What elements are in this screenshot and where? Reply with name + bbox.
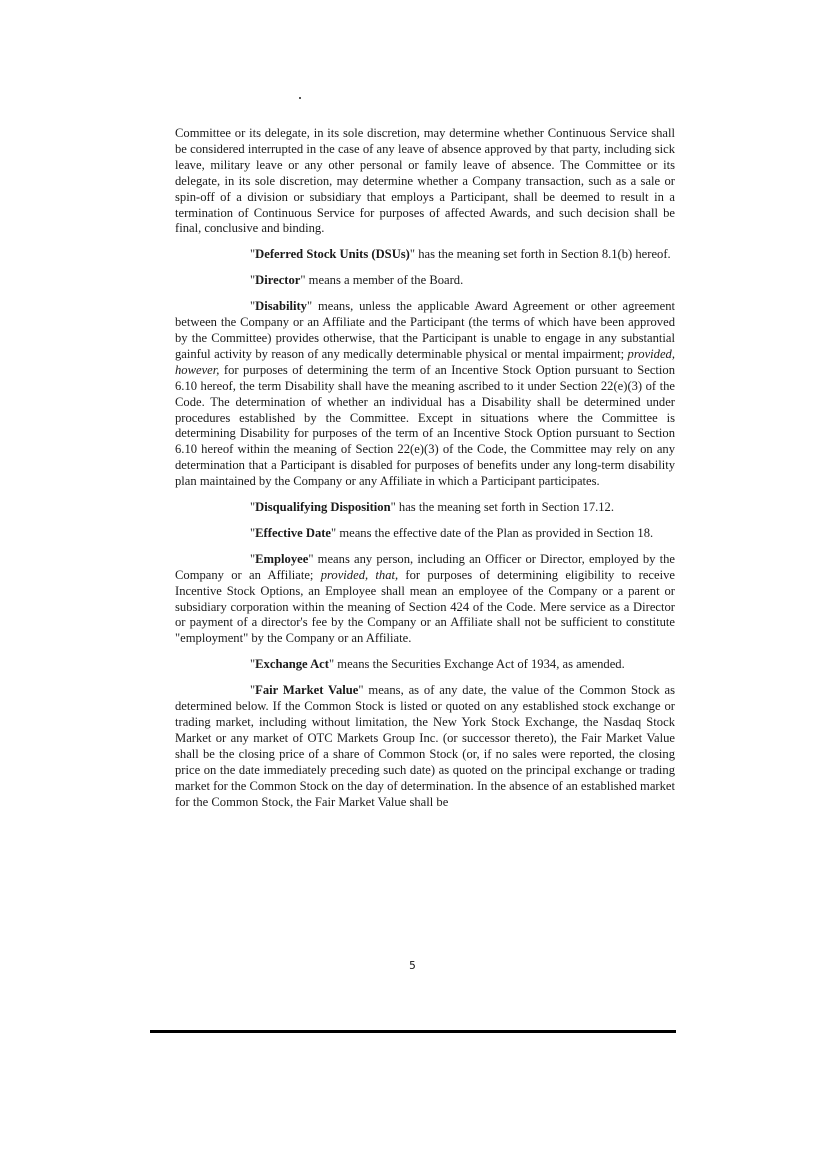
- definition-effective-date: "Effective Date" means the effective date of the Plan as provided in Section 18.: [250, 525, 654, 540]
- definition-fair-market-value: "Fair Market Value" means, as of any date, the value of the Common Stock as determined below. If the Common Stock is listed or quoted on any established stock exchange or trading market, including without limitation, the New York Stock Exchange, the Nasdaq Stock Market or any market of OTC Markets Group Inc. (or successor thereto), the Fair Market Value shall be the closing price of a share of Common Stock (or, if no sales were reported, the closing price on the date immediately preceding such date) as quoted on the principal exchange or trading market for the Common Stock on the day of determination. In the absence of an established market for the Common Stock, the Fair Market Value shall be: [175, 683, 675, 809]
- definition-text: means the effective date of the Plan as provided in Section 18.: [336, 525, 654, 540]
- definition-text: means a member of the Board.: [305, 273, 464, 288]
- definition-text: has the meaning set forth in Section 8.1(b) hereof.: [415, 247, 671, 262]
- definition-text-continued: for purposes of determining eligibility to receive Incentive Stock Options, an Employee shall mean an employee of the Company or a parent or subsidiary corporation within the meaning of Section 424 of the Code. Mere service as a Director or payment of a director's fee by the Company or an Affiliate shall not be sufficient to constitute "employment" by the Company or an Affiliate.: [175, 567, 675, 646]
- footer-rule: [150, 1030, 676, 1033]
- definition-text: means the Securities Exchange Act of 1934, as amended.: [334, 657, 625, 672]
- intro-paragraph: Committee or its delegate, in its sole discretion, may determine whether Continuous Service shall be considered interrupted in the case of any leave of absence approved by that party, including sick leave, military leave or any other personal or family leave of absence. The Committee or its delegate, in its sole discretion, may determine whether a Company transaction, such as a sale or spin-off of a division or subsidiary that employs a Participant, shall be deemed to result in a termination of Continuous Service for purposes of affected Awards, and such decision shall be final, conclusive and binding.: [175, 126, 675, 236]
- definition-term: Disqualifying Disposition: [255, 500, 391, 515]
- definition-text: means, unless the applicable Award Agreement or other agreement between the Company or an Affiliate and the Participant (the terms of which have been approved by the Committee) provides otherwise, that the Participant is unable to engage in any substantial gainful activity by reason of any medically determinable physical or mental impairment;: [175, 299, 675, 361]
- definition-employee: "Employee" means any person, including an Officer or Director, employed by the Company or an Affiliate; provided, that, for purposes of determining eligibility to receive Incentive Stock Options, an Employee shall mean an employee of the Company or a parent or subsidiary corporation within the meaning of Section 424 of the Code. Mere service as a Director or payment of a director's fee by the Company or an Affiliate shall not be sufficient to constitute "employment" by the Company or an Affiliate.: [175, 551, 675, 646]
- definition-term: Employee: [255, 551, 309, 566]
- definition-term: Effective Date: [255, 525, 332, 540]
- definition-director: "Director" means a member of the Board.: [250, 273, 464, 288]
- definition-italic: provided, however,: [175, 346, 675, 377]
- definition-term: Exchange Act: [255, 657, 329, 672]
- definition-term: Deferred Stock Units (DSUs): [255, 247, 410, 262]
- definition-term: Fair Market Value: [255, 683, 359, 698]
- definition-text: means any person, including an Officer or Director, employed by the Company or an Affiliate;: [175, 551, 675, 582]
- stray-mark: [299, 97, 301, 99]
- definition-disqualifying-disposition: "Disqualifying Disposition" has the meaning set forth in Section 17.12.: [250, 500, 615, 515]
- definition-italic: provided, that,: [320, 567, 399, 582]
- definition-term: Director: [255, 273, 301, 288]
- definition-disability: "Disability" means, unless the applicable Award Agreement or other agreement between the Company or an Affiliate and the Participant (the terms of which have been approved by the Committee) provides otherwise, that the Participant is unable to engage in any substantial gainful activity by reason of any medically determinable physical or mental impairment; provided, however, for purposes of determining the term of an Incentive Stock Option pursuant to Section 6.10 hereof, the term Disability shall have the meaning ascribed to it under Section 22(e)(3) of the Code. The determination of whether an individual has a Disability shall be determined under procedures established by the Committee. Except in situations where the Committee is determining Disability for purposes of the term of an Incentive Stock Option pursuant to Section 6.10 hereof within the meaning of Section 22(e)(3) of the Code, the Committee may rely on any determination that a Participant is disabled for purposes of benefits under any long-term disability plan maintained by the Company or any Affiliate in which a Participant participates.: [175, 299, 675, 489]
- page-number: 5: [409, 960, 416, 972]
- definition-term: Disability: [255, 299, 307, 314]
- definition-exchange-act: "Exchange Act" means the Securities Exchange Act of 1934, as amended.: [250, 657, 625, 672]
- definition-text: has the meaning set forth in Section 17.12.: [395, 500, 615, 515]
- document-body: [175, 126, 675, 820]
- definition-text-continued: for purposes of determining the term of an Incentive Stock Option pursuant to Section 6.10 hereof, the term Disability shall have the meaning ascribed to it under Section 22(e)(3) of the Code. The determination of whether an individual has a Disability shall be determined under procedures established by the Committee. Except in situations where the Committee is determining Disability for purposes of the term of an Incentive Stock Option pursuant to Section 6.10 hereof within the meaning of Section 22(e)(3) of the Code, the Committee may rely on any determination that a Participant is disabled for purposes of benefits under any long-term disability plan maintained by the Company or any Affiliate in which a Participant participates.: [175, 362, 675, 489]
- definition-text: means, as of any date, the value of the Common Stock as determined below. If the Common Stock is listed or quoted on any established stock exchange or trading market, including without limitation, the New York Stock Exchange, the Nasdaq Stock Market or any market of OTC Markets Group Inc. (or successor thereto), the Fair Market Value shall be the closing price of a share of Common Stock (or, if no sales were reported, the closing price on the date immediately preceding such date) as quoted on the principal exchange or trading market for the Common Stock on the day of determination. In the absence of an established market for the Common Stock, the Fair Market Value shall be: [175, 683, 675, 809]
- definition-dsus: "Deferred Stock Units (DSUs)" has the meaning set forth in Section 8.1(b) hereof.: [250, 247, 671, 262]
